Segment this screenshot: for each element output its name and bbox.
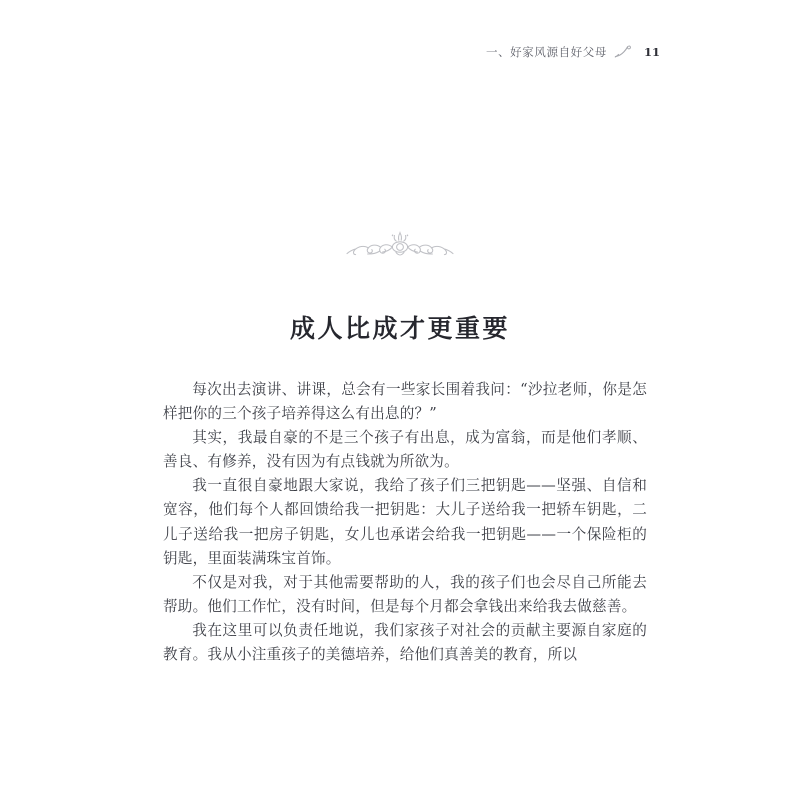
flourish-swash-icon bbox=[614, 45, 632, 59]
paragraph: 我在这里可以负责任地说，我们家孩子对社会的贡献主要源自家庭的教育。我从小注重孩子的美德培养，给他们真善美的教育，所以 bbox=[163, 621, 647, 664]
paragraph: 不仅是对我，对于其他需要帮助的人，我的孩子们也会尽自己所能去帮助。他们工作忙，没有时间，但是每个月都会拿钱出来给我去做慈善。 bbox=[163, 573, 647, 615]
paragraph: 每次出去演讲、讲课，总会有一些家长围着我问：“沙拉老师，你是怎样把你的三个孩子培养得这么有出息的？” bbox=[163, 381, 647, 423]
paragraph: 我一直很自豪地跟大家说，我给了孩子们三把钥匙——坚强、自信和宽容，他们每个人都回馈给我一把钥匙：大儿子送给我一把轿车钥匙，二儿子送给我一把房子钥匙，女儿也承诺会给我一把钥匙——一个保险柜的钥匙，里面装满珠宝首饰。 bbox=[163, 477, 647, 567]
floral-divider-ornament-icon bbox=[0, 228, 800, 264]
page-number: 11 bbox=[643, 45, 660, 59]
chapter-title: 成人比成才更重要 bbox=[289, 313, 510, 343]
running-head bbox=[486, 44, 660, 60]
paragraph: 其实，我最自豪的不是三个孩子有出息，成为富翁，而是他们孝顺、善良、有修养，没有因为有点钱就为所欲为。 bbox=[163, 429, 647, 471]
body-text bbox=[163, 378, 647, 667]
running-head-section-label: 一、好家风源自好父母 bbox=[485, 45, 607, 59]
